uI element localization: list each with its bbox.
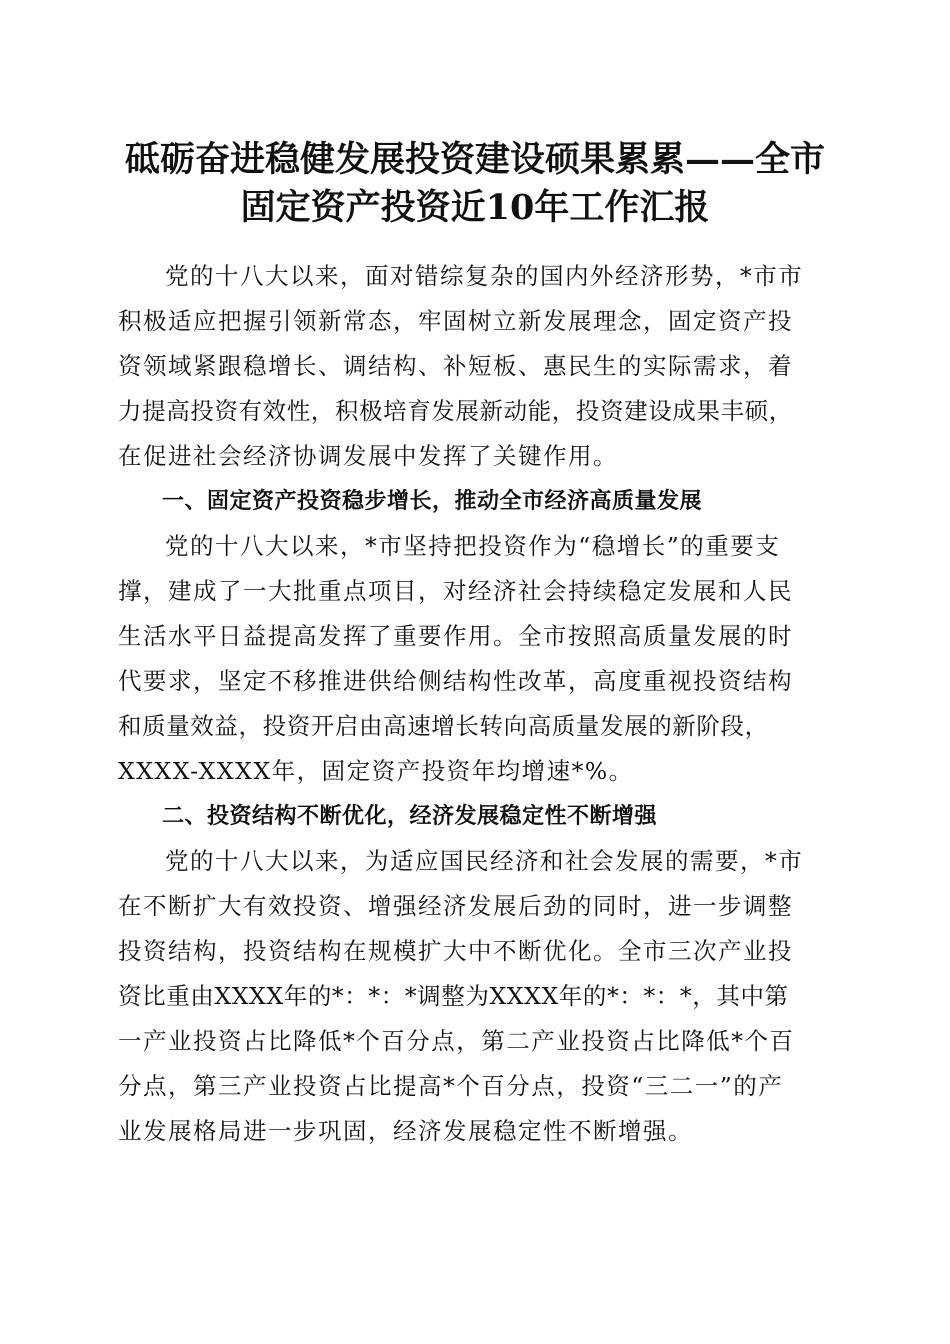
text-line: 党的十八大以来，*市坚持把投资作为“稳增长”的重要支 [165,532,781,560]
text-line: 一产业投资占比降低*个百分点，第二产业投资占比降低*个百 [118,1027,795,1055]
section-2-paragraph [118,839,838,1154]
text-line: 业发展格局进一步巩固，经济发展稳定性不断增强。 [118,1117,693,1145]
text-line: 党的十八大以来，为适应国民经济和社会发展的需要，*市 [165,847,804,875]
text-line: 分点，第三产业投资占比提高*个百分点，投资“三二一”的产 [118,1072,784,1100]
text-line: 和质量效益，投资开启由高速增长转向高质量发展的新阶段， [118,712,769,740]
text-line: 资比重由XXXX年的*：*：*调整为XXXX年的*：*：*，其中第 [118,982,789,1010]
title-line: 砥砺奋进稳健发展投资建设硕果累累——全市 [124,139,825,180]
title-line: 固定资产投资近10年工作汇报 [240,187,710,228]
section-1-paragraph [118,524,838,794]
intro-paragraph [118,254,838,479]
section-heading: 二、投资结构不断优化，经济发展稳定性不断增强 [162,804,658,829]
text-line: XXXX-XXXX年，固定资产投资年均增速*%。 [118,757,634,785]
text-line: 撑，建成了一大批重点项目，对经济社会持续稳定发展和人民 [118,577,793,605]
section-heading: 一、固定资产投资稳步增长，推动全市经济高质量发展 [162,489,703,514]
text-line: 党的十八大以来，面对错综复杂的国内外经济形势，*市市 [165,262,804,290]
text-line: 资领域紧跟稳增长、调结构、补短板、惠民生的实际需求，着 [118,352,793,380]
document-title [110,136,840,232]
text-line: 在不断扩大有效投资、增强经济发展后劲的同时，进一步调整 [118,892,793,920]
text-line: 投资结构，投资结构在规模扩大中不断优化。全市三次产业投 [118,937,793,965]
text-line: 力提高投资有效性，积极培育发展新动能，投资建设成果丰硕， [118,397,793,425]
text-line: 在促进社会经济协调发展中发挥了关键作用。 [118,442,618,470]
document-body [118,254,838,1154]
text-line: 代要求，坚定不移推进供给侧结构性改革，高度重视投资结构 [118,667,793,695]
text-line: 积极适应把握引领新常态，牢固树立新发展理念，固定资产投 [118,307,793,335]
text-line: 生活水平日益提高发挥了重要作用。全市按照高质量发展的时 [118,622,793,650]
